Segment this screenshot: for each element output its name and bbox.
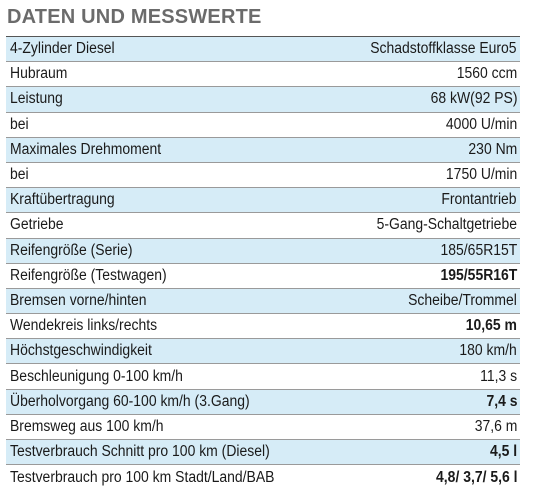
spec-row-gearbox xyxy=(6,213,520,238)
spec-row-consumption-split xyxy=(6,465,520,490)
spec-label: Maximales Drehmoment xyxy=(10,140,162,158)
spec-value: 1560 ccm xyxy=(456,65,517,83)
spec-label: Überholvorgang 60-100 km/h (3.Gang) xyxy=(10,392,250,410)
spec-row-power-rpm xyxy=(6,113,520,138)
spec-label: bei xyxy=(10,166,29,184)
spec-row-tyre-test xyxy=(6,264,520,289)
spec-row-drivetrain xyxy=(6,188,520,213)
spec-row-displacement xyxy=(6,62,520,87)
spec-row-overtaking xyxy=(6,390,520,415)
spec-table xyxy=(6,36,520,490)
spec-value: 1750 U/min xyxy=(445,166,517,184)
spec-label: Getriebe xyxy=(10,216,64,234)
spec-value: 10,65 m xyxy=(465,317,517,335)
spec-label: Beschleunigung 0-100 km/h xyxy=(10,367,183,385)
spec-value: 180 km/h xyxy=(459,342,517,360)
spec-label: Reifengröße (Testwagen) xyxy=(10,266,167,284)
spec-value: 5-Gang-Schaltgetriebe xyxy=(376,216,517,234)
spec-label: Testverbrauch Schnitt pro 100 km (Diesel) xyxy=(10,443,270,461)
page-title: DATEN UND MESSWERTE xyxy=(7,6,262,28)
spec-label: Wendekreis links/rechts xyxy=(10,317,158,335)
spec-label: Höchstgeschwindigkeit xyxy=(10,342,152,360)
spec-value: 195/55R16T xyxy=(440,266,517,284)
spec-label: Leistung xyxy=(10,90,63,108)
spec-value: 4000 U/min xyxy=(445,115,517,133)
spec-label: Reifengröße (Serie) xyxy=(10,241,133,259)
spec-value: 37,6 m xyxy=(474,417,517,435)
spec-label: bei xyxy=(10,115,29,133)
spec-value: 185/65R15T xyxy=(440,241,517,259)
spec-label: Hubraum xyxy=(10,65,68,83)
spec-row-power xyxy=(6,87,520,112)
spec-row-turning-circle xyxy=(6,314,520,339)
spec-row-engine xyxy=(6,37,520,62)
spec-value: 68 kW(92 PS) xyxy=(430,90,517,108)
spec-value: Frontantrieb xyxy=(441,191,517,209)
spec-label: Bremsweg aus 100 km/h xyxy=(10,417,164,435)
spec-row-consumption-average xyxy=(6,440,520,465)
spec-value: 7,4 s xyxy=(485,392,517,410)
spec-label: 4-Zylinder Diesel xyxy=(10,40,115,58)
spec-row-acceleration xyxy=(6,364,520,389)
spec-row-top-speed xyxy=(6,339,520,364)
spec-value: Scheibe/Trommel xyxy=(408,291,517,309)
spec-row-torque-rpm xyxy=(6,163,520,188)
spec-value: 4,5 l xyxy=(489,443,517,461)
spec-row-braking-distance xyxy=(6,415,520,440)
spec-value: 4,8/ 3,7/ 5,6 l xyxy=(435,468,517,486)
spec-value: 230 Nm xyxy=(468,140,517,158)
spec-row-brakes xyxy=(6,289,520,314)
spec-value: 11,3 s xyxy=(480,367,517,385)
spec-row-torque xyxy=(6,138,520,163)
spec-label: Testverbrauch pro 100 km Stadt/Land/BAB xyxy=(10,468,275,486)
spec-label: Bremsen vorne/hinten xyxy=(10,291,147,309)
spec-row-tyre-standard xyxy=(6,239,520,264)
spec-value: Schadstoffklasse Euro5 xyxy=(370,40,517,58)
spec-label: Kraftübertragung xyxy=(10,191,115,209)
